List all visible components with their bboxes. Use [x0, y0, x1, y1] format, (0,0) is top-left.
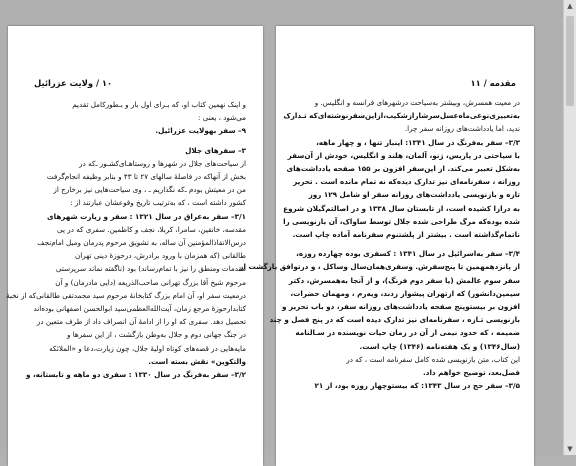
text-line: ۳/۴– سفر به‌اسرائیل در سال ۱۳۴۱ : کسفری بوده چهارده روزه،	[296, 249, 520, 259]
text-line: تازه و بازنویسی یادداشت‌های روزانه سفر او شامل ۱۲۹ روز	[308, 190, 520, 200]
text-line: به‌تعبیری‌نوعی‌ماه‌عسل‌سرشار‌از‌شکیب‌،‌ازاین‌سفرنوشته‌ای‌که‌ تـدارک	[283, 111, 520, 121]
text-line: طالقانی (که همزمان با ورود برادرش، درحوزهٔ دینی تهران	[74, 251, 246, 261]
text-line: ضمیمه ، که حدود نیمی از آن در زمان حیات نویسنده در سـالنامه	[295, 328, 520, 338]
text-line: فصل‌بعد، توضیح خواهم داد.	[423, 368, 520, 378]
left-page-header-text: ۱۰ / ولایت عزرائیل	[34, 78, 113, 88]
text-line: ۹– سفر بهولایت عزرائیل.	[155, 126, 246, 136]
text-line: به‌شکل تعبیر می‌کند. از این‌سفر افزون بر ۱۵۵ صفحه یادداشت‌های	[286, 164, 520, 174]
text-line: به درازا کشیده است، از تابستان سال ۱۳۳۸ و در اصالتم‌گیلان شروع	[283, 203, 520, 213]
text-line: روزانه ، سفرنامه‌ای نیز تدارک دیده‌که نه ‌تمام مانده است . تحریر	[293, 177, 520, 187]
text-line: این کتاب‌، متن بازنویسی شده ‌کامل سفرنامه است ، که در	[346, 354, 520, 364]
text-line: والتکوین» نقش بسته است.	[148, 356, 246, 366]
text-line: می‌شود ، یعنی :	[198, 113, 246, 123]
text-line: شده بوده‌که مرگ طراحی شده جلال توسط ساواک، آن بازنویسی را	[283, 216, 520, 226]
text-line: در معیت همسرش، وبیشتر به‌سیاحت درشهرهای فرانسه و انگلیس. و	[314, 98, 520, 107]
text-line: ندید، اما یادداشت‌های روزانه‌ سفر چرا.	[404, 124, 520, 134]
text-line: با سیاحتی در پاریس، ژنو، آلمان، هلند و انگلیس، خودش از آن‌سفر	[287, 150, 520, 160]
text-line: مایه‌هایی در قصه‌های کوتاه اولیهٔ جلال، چون زیارت،دعا و «الملائکه	[49, 343, 246, 353]
text-line: از سیاحت‌های جلال در شهرها و روستاهـای‌کشـور ـ‌که در	[79, 158, 246, 168]
text-line: بخش از آنهاکه در فاصلهٔ سالهای ۲۷ تا ۴۳ و بنابر وظیفه انجام‌گرفت	[46, 172, 246, 182]
left-page-body	[6, 98, 246, 381]
text-line: در جنگ جهانی دوم و جلال به‌وطن بازگشت ، از این سفرها و	[66, 330, 246, 340]
text-line: تحصیل دهد. سفری که او را از ادامهٔ آن انصراف داد از طرف متعین در	[36, 317, 246, 327]
text-line: کشور داشته است ، که به‌ترتیب تاریخ وقوعشان عبارتند از :	[70, 198, 246, 208]
text-line: مقدسه، خانقین، سامرا، کربلا، نجف و کاظمین. سفری که در پی	[56, 224, 246, 234]
scrollbar-thumb[interactable]	[566, 16, 574, 106]
text-line: سفر سوم عالمش (یا سفر دوم فرنگ)، و از آنجا به‌همسرش، دکتر	[288, 275, 520, 285]
right-page-body	[239, 96, 520, 392]
text-line: ۳– سفرهای جلال	[185, 145, 246, 155]
text-line: ۳/۱– سفر به‌عراق در سال ۱۳۲۱ : سفر و زیارت شهرهای	[47, 211, 246, 221]
right-page	[239, 26, 534, 466]
text-line: من در معیتش بودم ـ‌که نگذاریم ـ ، وی سیاحت‌هایی نیز برخارج از	[53, 185, 246, 195]
text-line: (سال۱۳۴۶) و یک هفته‌نامه (۱۳۴۶) چاپ است.	[359, 341, 520, 351]
text-line: از پانزدهمهمین تا پنج‌سفرش. وسفری‌همان‌سال وساکل ، و درتوافق بازگشت از	[239, 262, 520, 272]
text-line: افزون بر بیستوپنج صفحه یادداشت‌های روزانه سفر، دو باب تحریر و	[282, 302, 520, 312]
left-page	[8, 26, 263, 466]
scroll-up-arrow-icon[interactable]: ▲	[567, 2, 573, 10]
text-line: مرحوم شیخ آقا بزرگ تهرانی صاحب‌الذریعه (دایی مادرمان) و آن	[55, 277, 246, 287]
text-line: ناتمام‌گذاشته است . بیشتر از پلشتنوم سفرنامه‌ آماده چاپ است.	[292, 230, 520, 240]
text-line: سیمین‌دانشور) که ازتهران پیشواز زدند، ویه‌رم ، ومهمان حضرات،	[290, 288, 520, 298]
right-page-header-text: مقدمه / ۱۱	[470, 78, 516, 88]
text-line: بازنویسی تـازه ، سفرنامه‌ای نیز تدارک دیده است که در پنج فصل و چند	[269, 315, 520, 325]
text-line: ۳/۳– سفر به‌فرنگ در سال ۱۳۴۱: اینبار تنها ، و چهار ماهه،	[316, 137, 520, 147]
text-line: ۳/۲– سفر به‌فرنگ در سال ۱۳۳۰ : سفری دو ماهه و تابستانه، و	[25, 370, 246, 380]
text-line: درس‌الانقاذالمؤمنین آن ساله، به تشویق مرحوم پدرمان ومیل امام‌نجف	[37, 238, 246, 248]
text-line: مقدمات ومنطق را نیز با تمام‌رساند) بود (ناگفته نماند سرپرستی	[55, 264, 246, 274]
text-line: و اینک نهمین کتاب او، که بـرای اول بار و بـطورکامل تقدیم	[72, 100, 246, 109]
scroll-down-arrow-icon[interactable]: ▼	[567, 445, 573, 453]
text-line: ۳/۵– سفر حج در سال ۱۳۴۳: که بیستوچهار روزه بود، از ۲۱	[314, 381, 520, 391]
text-line: کتابدارحوزهٔ مرجع زمان، آیت‌الله‌العظمی‌سید ابوالحسن اصفهانی بوده‌اند	[33, 304, 246, 314]
text-line: درمعیت سفر او، آن امام بزرگ کتابخانهٔ مرحوم سید محمدتقی طالقانی‌که از نخبهٔ	[6, 290, 246, 300]
vertical-scrollbar[interactable]	[563, 0, 576, 455]
